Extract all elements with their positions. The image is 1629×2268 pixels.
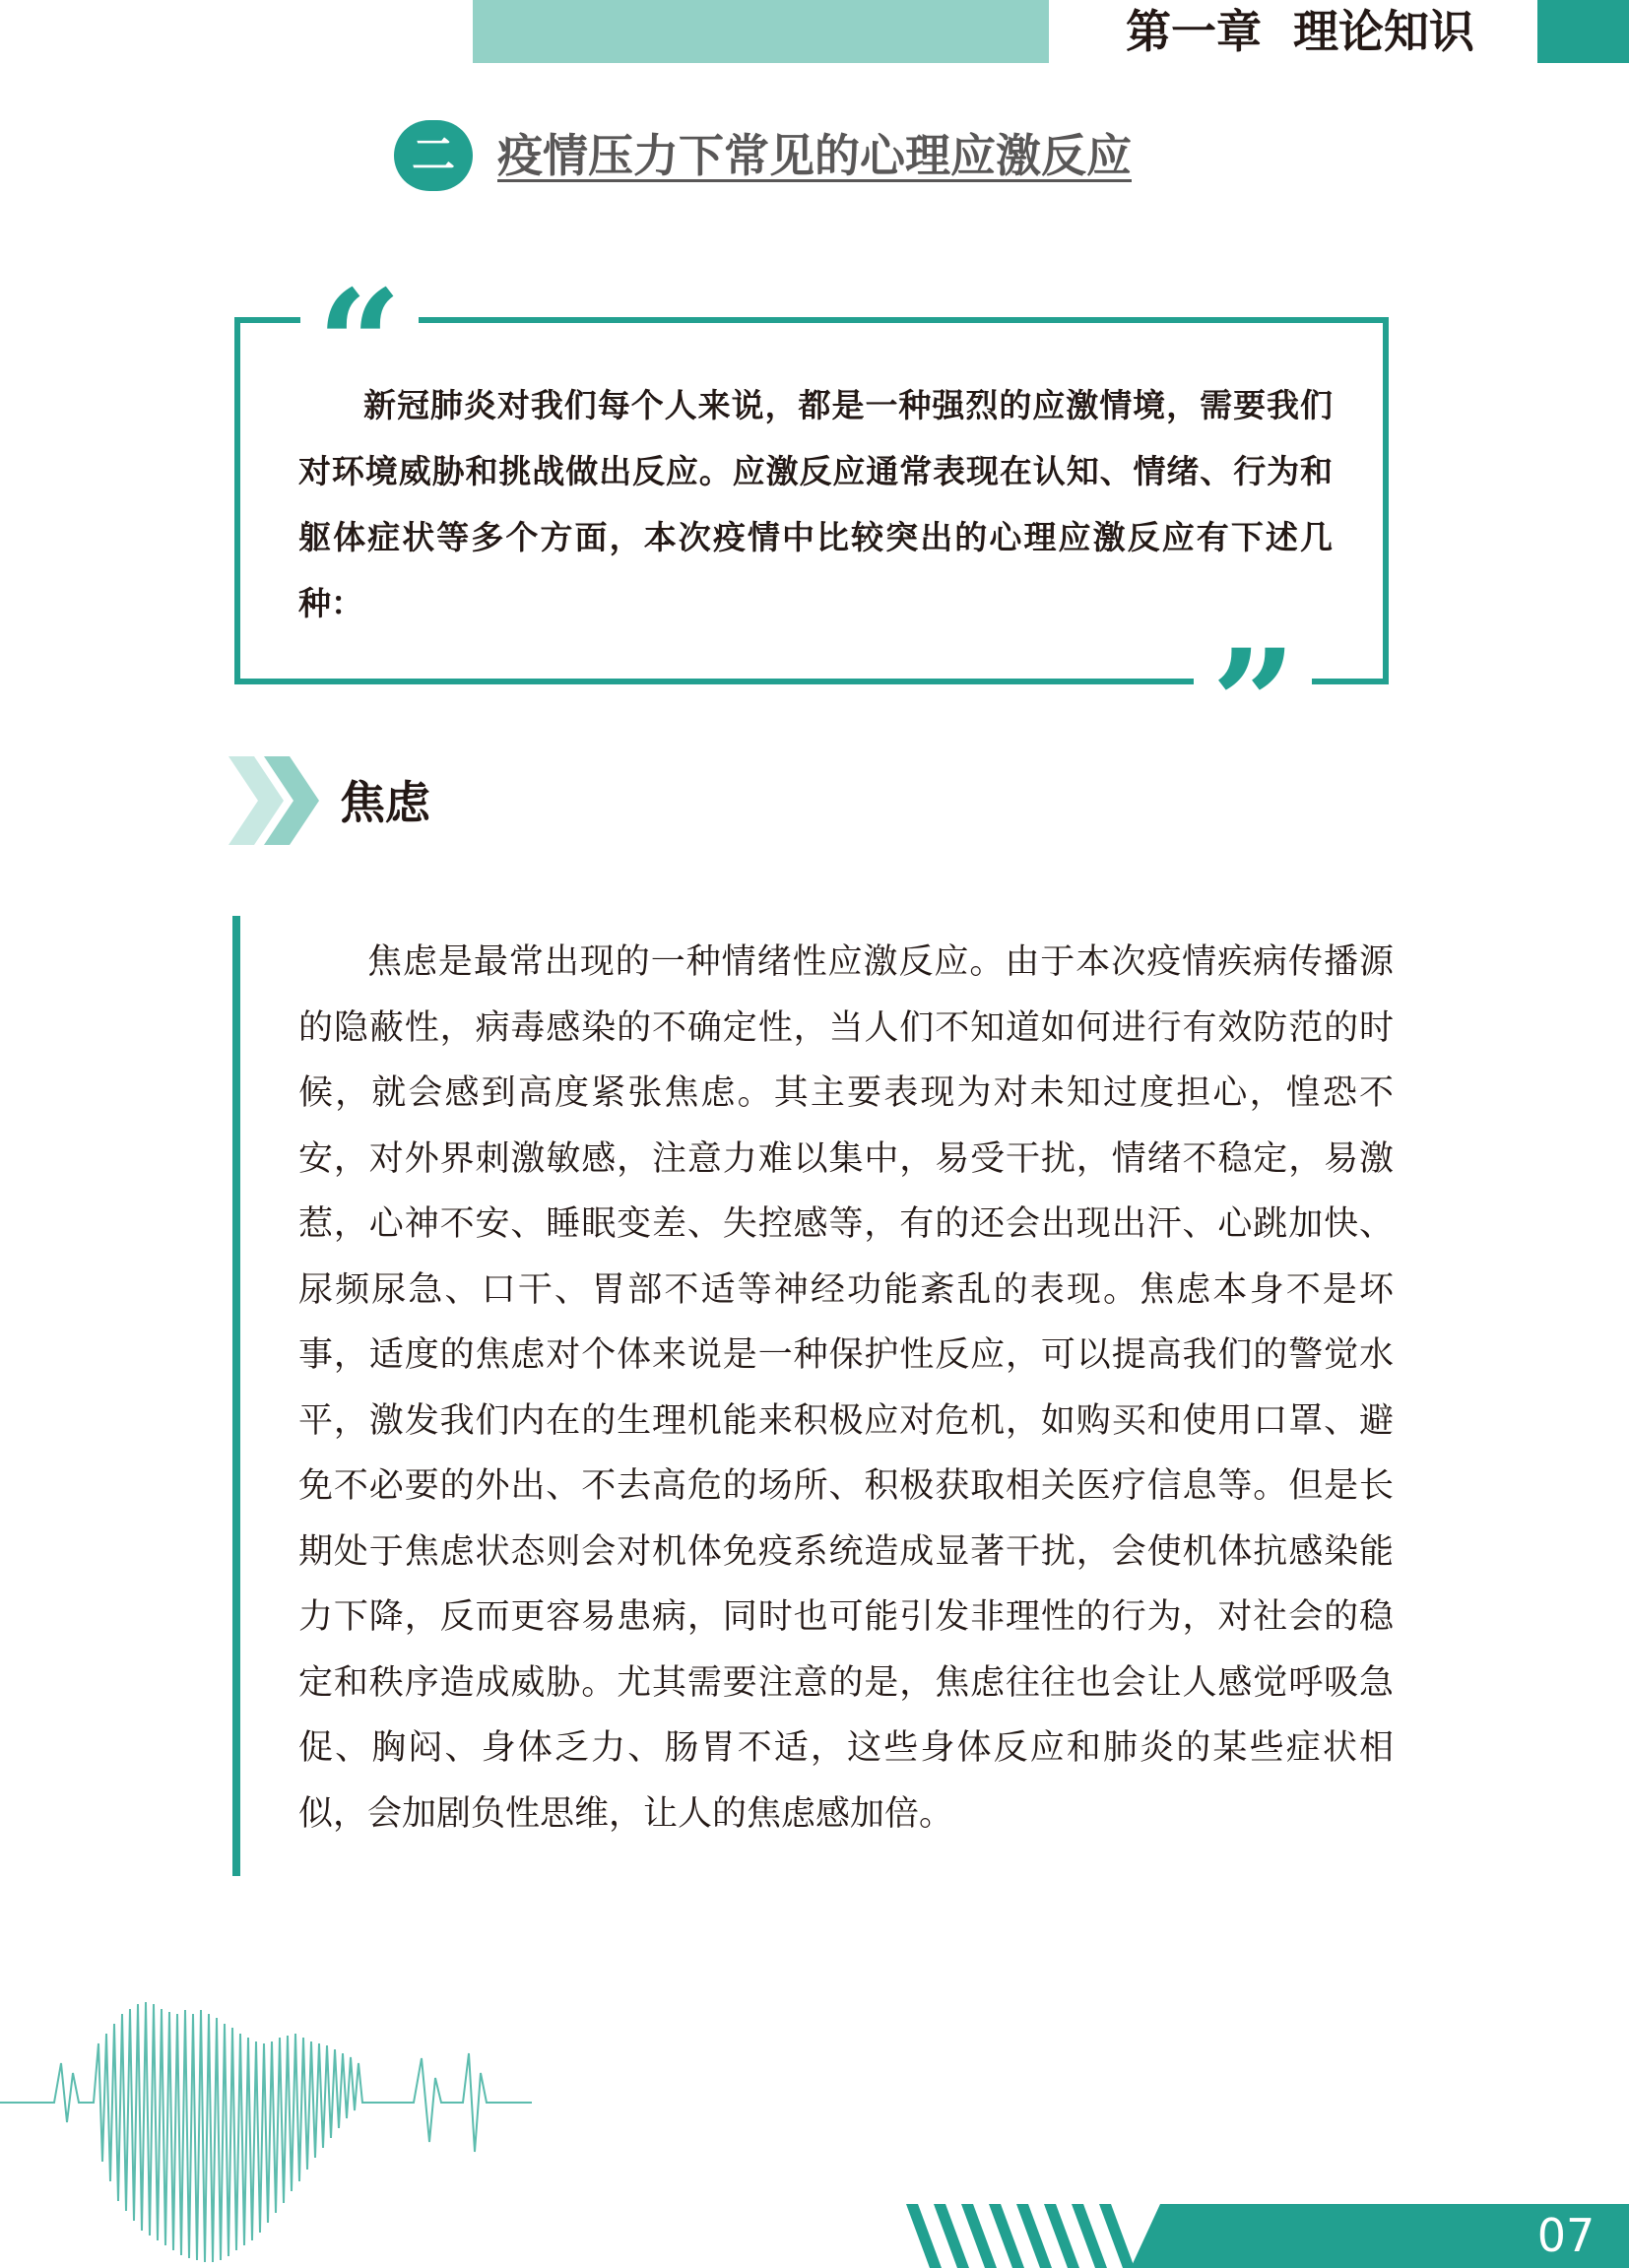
body-paragraph: 焦虑是最常出现的一种情绪性应激反应。由于本次疫情疾病传播源的隐蔽性，病毒感染的不确定性，当人们不知道如何进行有效防范的时候，就会感到高度紧张焦虑。其主要表现为对未知过度担心，惶恐不安，对外界刺激敏感，注意力难以集中，易受干扰，情绪不稳定，易激惹，心神不安、睡眠变差、失控感等，有的还会出现出汗、心跳加快、尿频尿急、口干、胃部不适等神经功能紊乱的表现。焦虑本身不是坏事，适度的焦虑对个体来说是一种保护性反应，可以提高我们的警觉水平，激发我们内在的生理机能来积极应对危机，如购买和使用口罩、避免不必要的外出、不去高危的场所、积极获取相关医疗信息等。但是长期处于焦虑状态则会对机体免疫系统造成显著干扰，会使机体抗感染能力下降，反而更容易患病，同时也可能引发非理性的行为，对社会的稳定和秩序造成威胁。尤其需要注意的是，焦虑往往也会让人感觉呼吸急促、胸闷、身体乏力、肠胃不适，这些身体反应和肺炎的某些症状相似，会加剧负性思维，让人的焦虑感加倍。 — [298, 942, 1394, 1834]
quote-text: 新冠肺炎对我们每个人来说，都是一种强烈的应激情境，需要我们对环境威胁和挑战做出反应。应激反应通常表现在认知、情绪、行为和躯体症状等多个方面，本次疫情中比较突出的心理应激反应有下述几种： — [298, 386, 1333, 622]
section-number-badge: 二 — [394, 120, 473, 191]
close-quote-icon: ” — [1210, 617, 1297, 791]
header-bar-light — [473, 0, 1049, 63]
double-chevron-right-icon — [228, 756, 325, 845]
open-quote-icon: “ — [316, 258, 403, 431]
header-bar-dark — [1537, 0, 1629, 63]
chapter-title: 第一章 理论知识 — [1125, 5, 1475, 58]
section-title: 疫情压力下常见的心理应激反应 — [497, 129, 1132, 182]
footer-stripes — [906, 2204, 1162, 2268]
heartbeat-line-icon — [0, 1955, 532, 2268]
page-number: 07 — [1536, 2209, 1596, 2262]
body-left-rule — [232, 916, 240, 1876]
subsection-title: 焦虑 — [340, 776, 430, 829]
